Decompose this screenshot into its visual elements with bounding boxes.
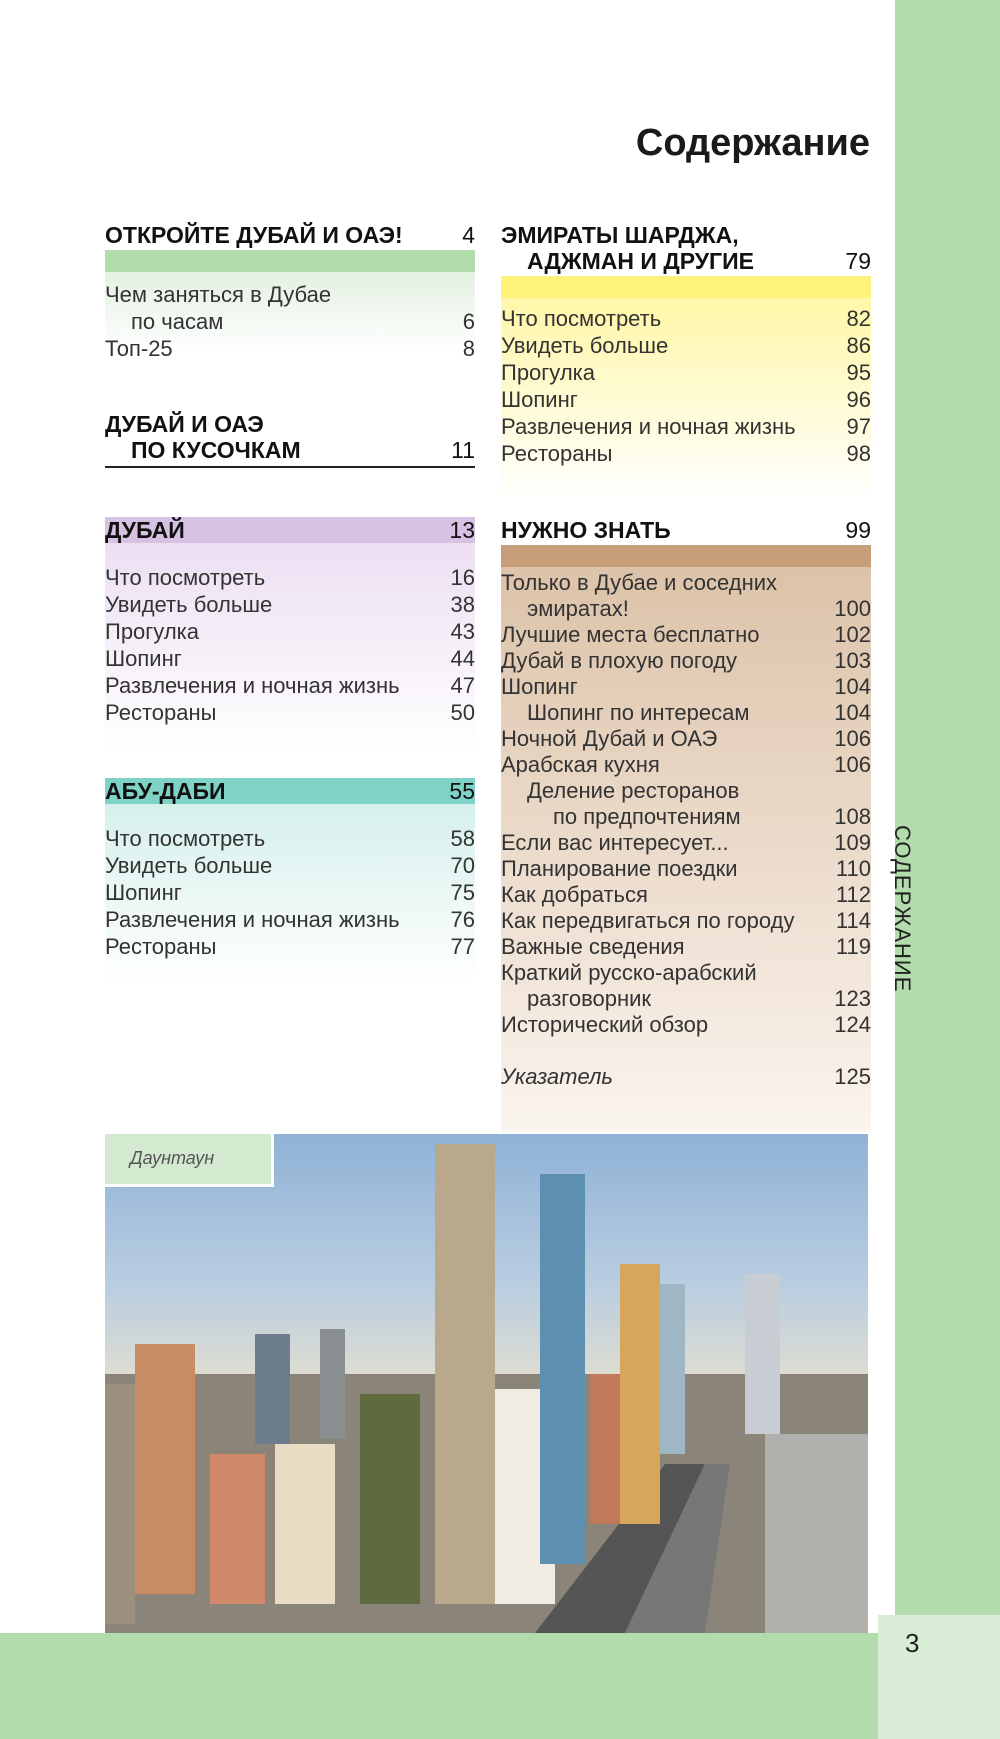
page-title: Содержание: [635, 122, 870, 164]
section-color-bar: [501, 545, 871, 567]
side-color-strip: [895, 0, 1000, 1615]
downtown-photo: [105, 1134, 868, 1633]
toc-entry[interactable]: Шопинг 44: [105, 646, 475, 671]
toc-entry[interactable]: Топ-25 8: [105, 336, 475, 361]
toc-entry[interactable]: Лучшие места бесплатно 102: [501, 622, 871, 647]
toc-entry[interactable]: Рестораны 98: [501, 441, 871, 466]
toc-entry[interactable]: Развлечения и ночная жизнь 76: [105, 907, 475, 932]
toc-entry[interactable]: Что посмотреть 82: [501, 306, 871, 331]
section-heading-line2[interactable]: АДЖМАН И ДРУГИЕ 79: [527, 248, 871, 274]
bottom-color-band: [0, 1633, 878, 1739]
skyline-illustration: [105, 1134, 868, 1633]
section-heading[interactable]: ОТКРОЙТЕ ДУБАЙ И ОАЭ! 4: [105, 222, 475, 248]
section-heading[interactable]: ДУБАЙ И ОАЭ: [105, 411, 264, 437]
section-color-bar: [105, 250, 475, 272]
toc-entry-index[interactable]: Указатель 125: [501, 1064, 871, 1089]
section-body: [105, 804, 475, 984]
toc-entry[interactable]: Увидеть больше 86: [501, 333, 871, 358]
toc-entry[interactable]: Деление ресторанов: [527, 778, 740, 803]
photo-caption: Даунтаун: [130, 1148, 215, 1168]
toc-section-abu-dhabi: [105, 778, 475, 984]
toc-entry[interactable]: Что посмотреть 16: [105, 565, 475, 590]
toc-entry[interactable]: Как добраться 112: [501, 882, 871, 907]
toc-entry[interactable]: Рестораны 50: [105, 700, 475, 725]
section-heading[interactable]: ДУБАЙ 13: [105, 517, 475, 543]
toc-entry[interactable]: Развлечения и ночная жизнь 97: [501, 414, 871, 439]
toc-entry[interactable]: Только в Дубае и соседних: [501, 570, 778, 595]
toc-entry[interactable]: Ночной Дубай и ОАЭ 106: [501, 726, 871, 751]
toc-entry[interactable]: Увидеть больше 38: [105, 592, 475, 617]
toc-section-emirates: [501, 222, 871, 502]
section-color-bar: [501, 276, 871, 298]
toc-entry[interactable]: Дубай в плохую погоду 103: [501, 648, 871, 673]
section-body: [501, 298, 871, 502]
toc-entry[interactable]: Развлечения и ночная жизнь 47: [105, 673, 475, 698]
toc-entry[interactable]: Шопинг 75: [105, 880, 475, 905]
toc-entry[interactable]: Прогулка 43: [105, 619, 475, 644]
toc-entry[interactable]: Если вас интересует... 109: [501, 830, 871, 855]
toc-entry[interactable]: Исторический обзор 124: [501, 1012, 871, 1037]
toc-section-need-to-know: [501, 517, 871, 1132]
toc-entry[interactable]: Шопинг 96: [501, 387, 871, 412]
toc-section-by-parts: [105, 411, 475, 468]
section-body: [105, 543, 475, 751]
toc-entry[interactable]: Важные сведения 119: [501, 934, 871, 959]
page-number-box: [878, 1615, 1000, 1739]
section-body: [501, 567, 871, 1132]
toc-entry[interactable]: по часам 6: [131, 309, 475, 334]
section-body: [105, 272, 475, 361]
toc-entry[interactable]: по предпочтениям 108: [553, 804, 871, 829]
toc-entry[interactable]: Что посмотреть 58: [105, 826, 475, 851]
section-heading[interactable]: ЭМИРАТЫ ШАРДЖА,: [501, 222, 739, 248]
side-section-label: СОДЕРЖАНИЕ: [890, 825, 915, 993]
toc-entry[interactable]: разговорник 123: [527, 986, 871, 1011]
toc-entry[interactable]: Увидеть больше 70: [105, 853, 475, 878]
toc-section-discover: [105, 222, 475, 361]
toc-entry[interactable]: эмиратах! 100: [527, 596, 871, 621]
toc-entry[interactable]: Краткий русско-арабский: [501, 960, 757, 985]
toc-entry[interactable]: Как передвигаться по городу 114: [501, 908, 871, 933]
toc-entry[interactable]: Шопинг 104: [501, 674, 871, 699]
toc-entry[interactable]: Прогулка 95: [501, 360, 871, 385]
toc-entry[interactable]: Арабская кухня 106: [501, 752, 871, 777]
section-heading-line2[interactable]: ПО КУСОЧКАМ 11: [105, 437, 475, 468]
toc-entry[interactable]: Планирование поездки 110: [501, 856, 871, 881]
page-number: 3: [905, 1628, 920, 1658]
toc-section-dubai: [105, 517, 475, 751]
toc-entry[interactable]: Чем заняться в Дубае: [105, 282, 332, 307]
section-heading[interactable]: НУЖНО ЗНАТЬ 99: [501, 517, 871, 543]
toc-entry[interactable]: Шопинг по интересам 104: [527, 700, 871, 725]
section-heading[interactable]: АБУ-ДАБИ 55: [105, 778, 475, 804]
toc-entry[interactable]: Рестораны 77: [105, 934, 475, 959]
